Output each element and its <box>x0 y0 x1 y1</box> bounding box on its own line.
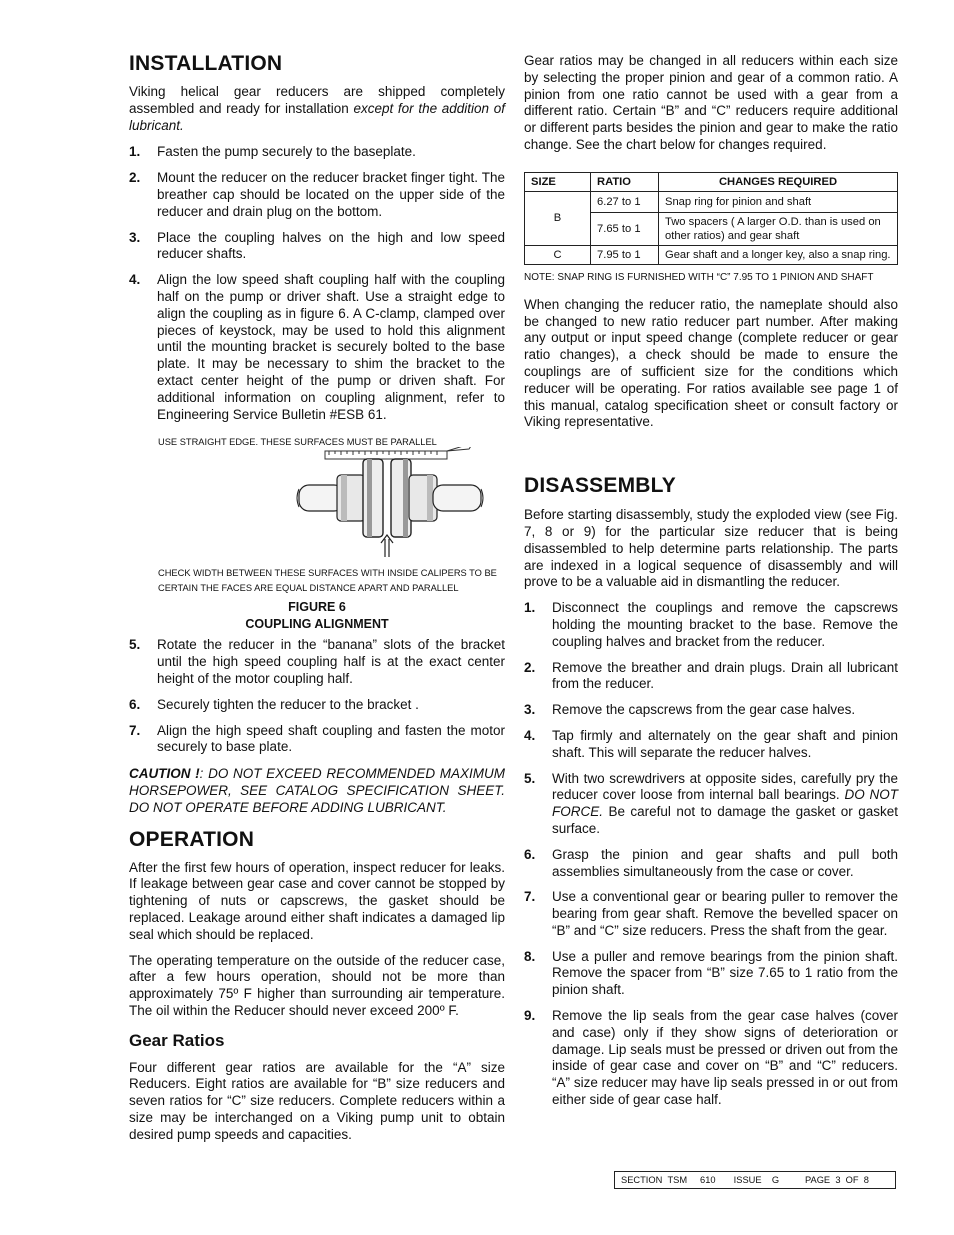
step-number: 7. <box>524 889 536 905</box>
installation-intro-italic: except for the addition of lubricant. <box>129 100 505 133</box>
ratio-cell: 7.95 to 1 <box>591 245 659 264</box>
list-item <box>524 771 898 838</box>
gear-ratios-paragraph-1: Four different gear ratios are available for the “A” size Reducers. Eight ratios are available for “B” size reducers and seven ratios for “C” size reducers. Complete reducers within a size may be interchanged on a Viking pump unit to obtain desired pump speeds and capacities. <box>129 1059 505 1142</box>
step-text: Use a puller and remove bearings from the pinion shaft. Remove the spacer from “B” size 7.65 to 1 ratio from the pinion shaft. <box>552 948 898 998</box>
step-text: Tap firmly and alternately on the gear shaft and pinion shaft. This will separate the reducer halves. <box>552 727 898 760</box>
disassembly-heading: DISASSEMBLY <box>524 474 676 498</box>
list-item <box>129 272 505 423</box>
step-text-part: With two screwdrivers at opposite sides, carefully pry the reducer cover loose from internal ball bearings. <box>552 770 898 803</box>
figure-caption-title: COUPLING ALIGNMENT <box>245 617 389 632</box>
step-text: Remove the capscrews from the gear case halves. <box>552 702 856 718</box>
right-column <box>524 53 898 1118</box>
column-header-ratio: RATIO <box>591 172 659 191</box>
step-text: Grasp the pinion and gear shafts and pull both assemblies simultaneously from the case or cover. <box>552 846 898 879</box>
figure-label-top: USE STRAIGHT EDGE. THESE SURFACES MUST BE PARALLEL <box>158 437 437 448</box>
step-text: Align the high speed shaft coupling and fasten the motor securely to base plate. <box>157 722 505 755</box>
list-item <box>129 170 505 220</box>
step-text-italic: DO NOT FORCE. <box>552 787 898 820</box>
page-footer <box>614 1171 896 1189</box>
caution-label: CAUTION ! <box>129 766 200 782</box>
figure-caption-number: FIGURE 6 <box>288 600 346 615</box>
list-item <box>524 702 898 719</box>
step-text: Use a conventional gear or bearing puller to remover the bearing from gear shaft. Remove the bevelled spacer on “B” and “C” size reducers. Press the shaft from the gear. <box>552 889 898 938</box>
list-item <box>129 144 505 161</box>
gear-ratios-paragraph-2: Gear ratios may be changed in all reducers within each size by selecting the proper pinion and gear of a common ratio. A pinion from one ratio cannot be used with a gear from a different ratio. Certain “B” and “C” reducers require additional or different parts besides the pinion and gear to make the ratio change. See the chart below for changes required. <box>524 53 898 152</box>
list-item <box>524 728 898 762</box>
column-header-size: SIZE <box>525 172 591 191</box>
operation-paragraph-2: The operating temperature on the outside of the reducer case, after a few hours operation, should not be more than approximately 75º F higher than surrounding air temperature. The oil within the Reducer should never exceed 200º F. <box>129 952 505 1018</box>
disassembly-steps <box>524 600 898 1109</box>
coupling-alignment-figure <box>129 437 505 632</box>
list-item <box>524 600 898 650</box>
step-number: 2. <box>129 170 141 186</box>
gear-ratios-paragraph-3: When changing the reducer ratio, the nameplate should also be changed to new ratio reducer part number. After making any output or input speed change (complete reducer or gear ratio changes), a check should be made to ensure the couplings are of sufficient size for the conditions which reducer will be operating. For ratios available see page 1 of this manual, catalog specification sheet or consult factory or Viking representative. <box>524 296 898 430</box>
table-header-row <box>525 172 898 191</box>
list-item <box>524 847 898 881</box>
list-item <box>524 949 898 999</box>
caution-notice <box>129 766 505 816</box>
gear-ratios-heading: Gear Ratios <box>129 1030 225 1050</box>
step-text: Rotate the reducer in the “banana” slots of the bracket until the high speed coupling half is at the exact center height of the motor coupling half. <box>157 637 505 686</box>
right-shaft <box>433 485 481 511</box>
step-text: Align the low speed shaft coupling half with the coupling half on the pump or driver shaft. Use a straight edge to align the coupling as in figure 6. A C-clamp, clamped over pieces of keystock, may be used to hold this alignment until the mounting bracket is securely bolted to the base plate. It may be necessary to shim the bracket to the extact center height of the pump or driven shaft. For additional information on coupling alignment, refer to Engineering Service Bulletin #ESB 61. <box>157 272 505 422</box>
installation-heading: INSTALLATION <box>129 52 283 75</box>
table-note: NOTE: SNAP RING IS FURNISHED WITH “C” 7.95 TO 1 PINION AND SHAFT <box>524 271 874 283</box>
step-number: 1. <box>524 600 536 616</box>
ratio-cell: 7.65 to 1 <box>591 212 659 245</box>
step-text: Securely tighten the reducer to the bracket . <box>157 696 419 712</box>
step-number: 9. <box>524 1008 536 1024</box>
step-text: Remove the breather and drain plugs. Drain all lubricant from the reducer. <box>552 659 898 692</box>
step-number: 4. <box>129 272 141 288</box>
table-row <box>525 245 898 264</box>
operation-paragraph-1: After the first few hours of operation, inspect reducer for leaks. If leakage between gear case and cover cannot be stopped by tightening of nuts or capscrews, the gasket should be replaced. Leakage around either shaft indicates a damaged lip seal which should be replaced. <box>129 859 505 942</box>
footer-page-total: 8 <box>863 1175 869 1185</box>
changes-cell: Two spacers ( A larger O.D. than is used on other ratios) and gear shaft <box>659 212 898 245</box>
step-number: 6. <box>524 846 536 862</box>
list-item <box>524 660 898 694</box>
step-number: 4. <box>524 727 536 743</box>
ratio-change-table <box>524 172 898 265</box>
operation-heading: OPERATION <box>129 827 255 851</box>
footer-section-value: TSM <box>667 1175 688 1185</box>
installation-steps-b <box>129 637 505 756</box>
installation-steps-a <box>129 144 505 423</box>
figure-caption <box>129 599 505 633</box>
step-text <box>552 771 898 838</box>
step-number: 8. <box>524 948 536 964</box>
footer-of-label: OF <box>845 1175 859 1185</box>
step-number: 6. <box>129 696 141 712</box>
figure-label-bottom-1: CHECK WIDTH BETWEEN THESE SURFACES WITH INSIDE CALIPERS TO BE <box>158 568 497 579</box>
ratio-cell: 6.27 to 1 <box>591 191 659 212</box>
disassembly-intro: Before starting disassembly, study the exploded view (see Fig. 7, 8 or 9) for the particular size reducer that is being disassembled to help determine parts relationship. The parts are indexed in a logical sequence of disassembly and will prove to be a valuable aid in dismantling the reducer. <box>524 507 898 590</box>
list-item <box>129 230 505 264</box>
step-number: 7. <box>129 722 141 738</box>
footer-section-label: SECTION <box>621 1175 663 1185</box>
list-item <box>524 889 898 939</box>
step-text-part: Be careful not to damage the gasket or gasket surface. <box>552 804 898 836</box>
installation-intro-text: Viking helical gear reducers are shipped completely assembled and ready for installation <box>129 84 505 116</box>
step-number: 5. <box>129 637 141 653</box>
left-column <box>129 48 505 1144</box>
step-text: Disconnect the couplings and remove the capscrews holding the mounting bracket to the base. Remove the coupling halves and bracket from the reducer. <box>552 600 898 649</box>
footer-issue-value: G <box>771 1175 780 1185</box>
list-item <box>129 723 505 757</box>
step-number: 5. <box>524 770 536 786</box>
step-number: 1. <box>129 144 141 160</box>
size-cell: C <box>525 245 591 264</box>
caution-text: : DO NOT EXCEED RECOMMENDED MAXIMUM HORSEPOWER, SEE CATALOG SPECIFICATION SHEET. DO NOT OPERATE BEFORE ADDING LUBRICANT. <box>129 766 505 815</box>
caliper-arrow <box>381 535 393 557</box>
step-text: Remove the lip seals from the gear case halves (cover and case) only if they show signs of deterioration or damage. Lip seals must be pressed or driven out from the inside of gear case and cover on “B” and “C” reducers. “A” size reducer may have lip seals pressed in or out from either side of gear case half. <box>552 1008 898 1108</box>
step-text: Mount the reducer on the reducer bracket finger tight. The breather cap should be located on the upper side of the reducer and drain plug on the bottom. <box>157 170 505 219</box>
list-item <box>129 637 505 687</box>
changes-cell: Snap ring for pinion and shaft <box>659 191 898 212</box>
step-text: Place the coupling halves on the high and low speed reducer shafts. <box>157 229 505 262</box>
footer-page-label: PAGE <box>804 1175 831 1185</box>
column-header-changes: CHANGES REQUIRED <box>659 172 898 191</box>
changes-cell: Gear shaft and a longer key, also a snap ring. <box>659 245 898 264</box>
step-number: 3. <box>129 229 141 245</box>
footer-issue-label: ISSUE <box>733 1175 762 1185</box>
left-flange <box>363 459 383 537</box>
step-text: Fasten the pump securely to the baseplate. <box>157 144 416 160</box>
size-cell: B <box>525 191 591 245</box>
step-number: 2. <box>524 659 536 675</box>
table-row <box>525 191 898 212</box>
step-number: 3. <box>524 702 536 718</box>
installation-intro <box>129 84 505 134</box>
list-item <box>129 697 505 714</box>
straight-edge-ruler <box>325 447 473 459</box>
figure-label-bottom-2: CERTAIN THE FACES ARE EQUAL DISTANCE APART AND PARALLEL <box>158 583 459 594</box>
coupling-diagram <box>129 447 505 567</box>
footer-section-number: 610 <box>700 1175 716 1185</box>
list-item <box>524 1008 898 1109</box>
footer-page-number: 3 <box>835 1175 841 1185</box>
